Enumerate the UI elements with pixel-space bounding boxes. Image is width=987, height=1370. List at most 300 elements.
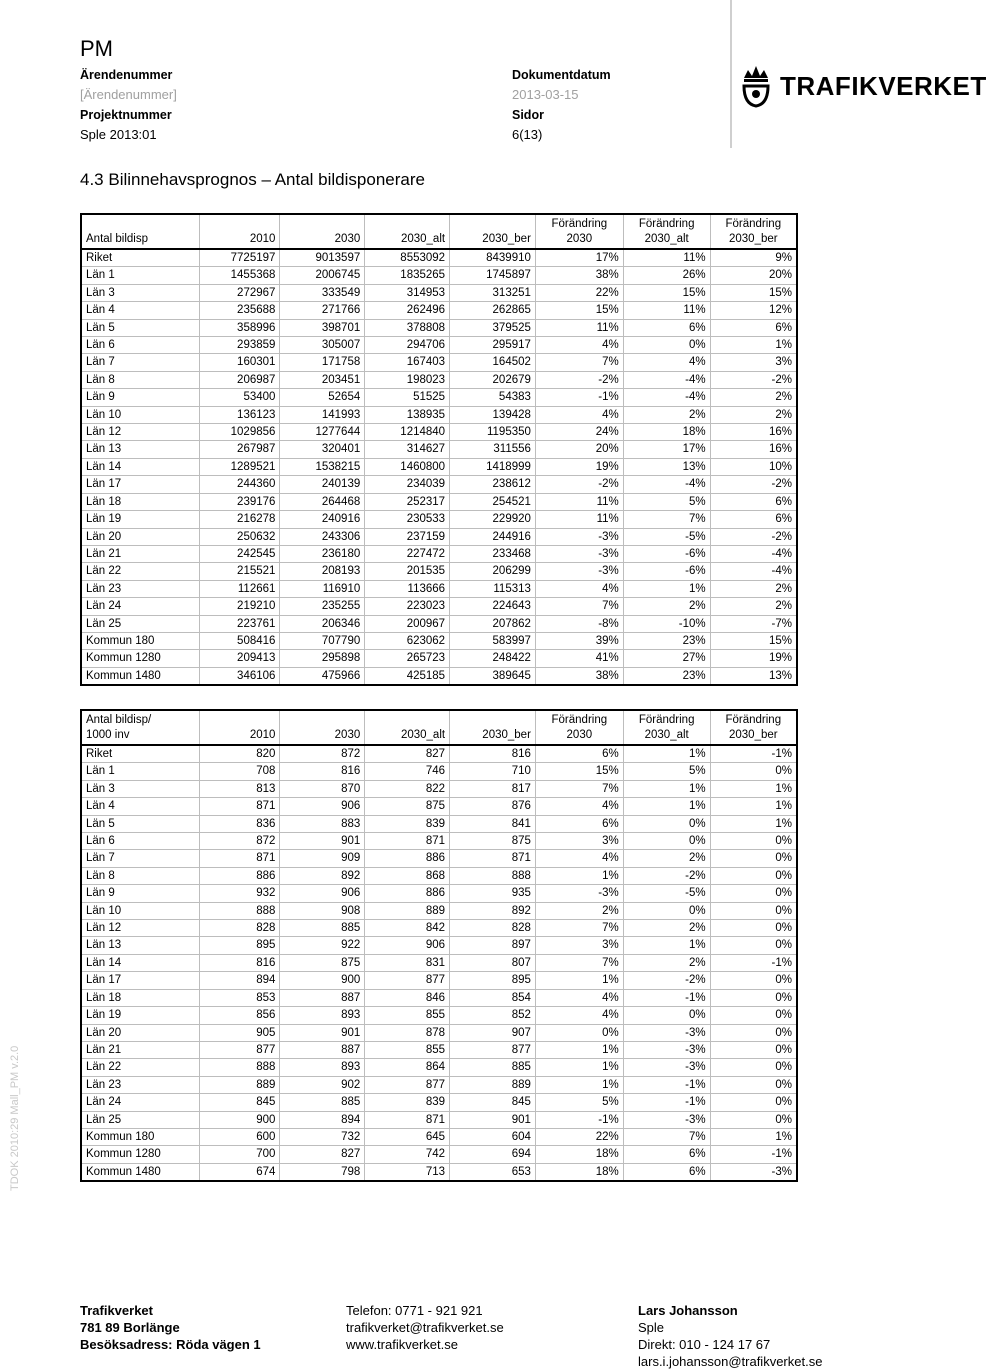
value-cell: 198023 (365, 371, 450, 388)
value-cell: 855 (365, 1007, 450, 1024)
row-label-cell: Län 10 (81, 406, 199, 423)
table-row (81, 493, 797, 510)
value-cell: 295898 (280, 650, 365, 667)
footer-contact-general (346, 1302, 504, 1353)
value-cell: 0% (623, 902, 710, 919)
value-cell: 7% (623, 511, 710, 528)
value-cell: 935 (450, 885, 536, 902)
value-cell: 2% (623, 850, 710, 867)
value-cell: 1% (535, 867, 623, 884)
value-cell: 264468 (280, 493, 365, 510)
value-cell: 816 (199, 954, 280, 971)
value-cell: 17% (623, 441, 710, 458)
value-cell: 17% (535, 249, 623, 267)
value-cell: 2% (623, 598, 710, 615)
value-cell: 1% (623, 745, 710, 763)
value-cell: 271766 (280, 302, 365, 319)
value-cell: 908 (280, 902, 365, 919)
value-cell: 700 (199, 1146, 280, 1163)
value-cell: 1277644 (280, 424, 365, 441)
value-cell: 0% (710, 989, 797, 1006)
value-cell: 1% (623, 580, 710, 597)
value-cell: 6% (710, 511, 797, 528)
value-cell: 828 (199, 920, 280, 937)
value-cell: 6% (623, 1163, 710, 1181)
value-cell: 895 (450, 972, 536, 989)
value-cell: 20% (710, 267, 797, 284)
value-cell: 15% (535, 302, 623, 319)
value-cell: 250632 (199, 528, 280, 545)
value-cell: 2006745 (280, 267, 365, 284)
value-cell: 320401 (280, 441, 365, 458)
crown-emblem-icon (740, 64, 772, 108)
table-row (81, 424, 797, 441)
value-cell: 15% (623, 284, 710, 301)
footer-contact-person (638, 1302, 822, 1370)
value-cell: 200967 (365, 615, 450, 632)
column-header-line: 2030_ber (728, 233, 778, 245)
value-cell: 710 (450, 763, 536, 780)
value-cell: 2% (710, 389, 797, 406)
value-cell: 7% (623, 1128, 710, 1145)
table-row (81, 867, 797, 884)
value-cell: 7% (535, 780, 623, 797)
value-cell: 845 (450, 1094, 536, 1111)
value-cell: 875 (365, 798, 450, 815)
value-cell: 897 (450, 937, 536, 954)
value-cell: 0% (710, 1076, 797, 1093)
value-cell: 0% (710, 763, 797, 780)
projekt-value: Sple 2013:01 (80, 127, 157, 142)
value-cell: 0% (623, 815, 710, 832)
value-cell: 4% (535, 406, 623, 423)
table-row (81, 545, 797, 562)
column-header-line: 2030 (334, 729, 361, 741)
row-label-cell: Län 14 (81, 954, 199, 971)
value-cell: 206346 (280, 615, 365, 632)
value-cell: 6% (710, 319, 797, 336)
value-cell: 8553092 (365, 249, 450, 267)
value-cell: 901 (280, 833, 365, 850)
value-cell: 7% (535, 920, 623, 937)
value-cell: 19% (535, 458, 623, 475)
value-cell: 22% (535, 284, 623, 301)
row-label-cell: Län 6 (81, 833, 199, 850)
value-cell: -1% (710, 1146, 797, 1163)
datum-label: Dokumentdatum (512, 68, 611, 82)
table-row (81, 563, 797, 580)
value-cell: 18% (535, 1163, 623, 1181)
value-cell: 10% (710, 458, 797, 475)
footer-contact-unit: Sple (638, 1320, 665, 1335)
value-cell: 0% (710, 920, 797, 937)
value-cell: 822 (365, 780, 450, 797)
table-row (81, 441, 797, 458)
value-cell: 886 (365, 850, 450, 867)
value-cell: 1% (535, 1041, 623, 1058)
row-label-cell: Kommun 1280 (81, 1146, 199, 1163)
value-cell: -3% (535, 563, 623, 580)
value-cell: 901 (280, 1024, 365, 1041)
table-row (81, 249, 797, 267)
footer-org (80, 1302, 261, 1353)
table-row (81, 1163, 797, 1181)
table-row (81, 1146, 797, 1163)
value-cell: 6% (535, 745, 623, 763)
row-label-cell: Län 5 (81, 815, 199, 832)
column-header-line: Förändring (551, 218, 608, 230)
value-cell: 0% (710, 1111, 797, 1128)
column-header (365, 214, 450, 249)
value-cell: 876 (450, 798, 536, 815)
value-cell: 845 (199, 1094, 280, 1111)
value-cell: 1195350 (450, 424, 536, 441)
table-row (81, 745, 797, 763)
value-cell: 0% (710, 972, 797, 989)
value-cell: 906 (280, 798, 365, 815)
value-cell: 1455368 (199, 267, 280, 284)
value-cell: 889 (450, 1076, 536, 1093)
arende-label: Ärendenummer (80, 68, 173, 82)
row-label-cell: Län 4 (81, 302, 199, 319)
value-cell: 209413 (199, 650, 280, 667)
table-row (81, 667, 797, 685)
value-cell: -2% (535, 476, 623, 493)
value-cell: 15% (535, 763, 623, 780)
row-label-cell: Län 13 (81, 937, 199, 954)
value-cell: 346106 (199, 667, 280, 685)
value-cell: 8439910 (450, 249, 536, 267)
table-row (81, 1041, 797, 1058)
table-row (81, 972, 797, 989)
value-cell: -6% (623, 563, 710, 580)
table-row (81, 885, 797, 902)
table-row (81, 458, 797, 475)
value-cell: 223023 (365, 598, 450, 615)
value-cell: -1% (710, 745, 797, 763)
value-cell: 12% (710, 302, 797, 319)
footer-web[interactable]: www.trafikverket.se (346, 1337, 458, 1352)
value-cell: 398701 (280, 319, 365, 336)
table-row (81, 511, 797, 528)
table-row (81, 650, 797, 667)
table-row (81, 1111, 797, 1128)
value-cell: -3% (535, 885, 623, 902)
value-cell: 16% (710, 424, 797, 441)
value-cell: 2% (710, 598, 797, 615)
table-row (81, 580, 797, 597)
value-cell: 842 (365, 920, 450, 937)
row-label-cell: Län 19 (81, 1007, 199, 1024)
value-cell: 877 (450, 1041, 536, 1058)
column-header-line: 2030_alt (644, 233, 689, 245)
value-cell: 6% (623, 1146, 710, 1163)
row-label-cell: Län 21 (81, 1041, 199, 1058)
template-version-text: TDOK 2010:29 Mall_PM v.2.0 (9, 1045, 21, 1191)
value-cell: 2% (710, 406, 797, 423)
column-header (81, 214, 199, 249)
value-cell: 892 (280, 867, 365, 884)
value-cell: 0% (710, 937, 797, 954)
column-header-line: 2030 (566, 233, 593, 245)
row-label-cell: Län 7 (81, 850, 199, 867)
value-cell: -8% (535, 615, 623, 632)
row-label-cell: Riket (81, 249, 199, 267)
value-cell: 902 (280, 1076, 365, 1093)
row-label-cell: Län 8 (81, 371, 199, 388)
value-cell: 872 (199, 833, 280, 850)
value-cell: 41% (535, 650, 623, 667)
value-cell: -4% (710, 545, 797, 562)
value-cell: -3% (623, 1111, 710, 1128)
value-cell: 0% (710, 1094, 797, 1111)
value-cell: -1% (623, 1094, 710, 1111)
row-label-cell: Län 7 (81, 354, 199, 371)
value-cell: 1418999 (450, 458, 536, 475)
column-header-line: 2030_ber (728, 729, 778, 741)
value-cell: 138935 (365, 406, 450, 423)
value-cell: 893 (280, 1007, 365, 1024)
value-cell: 4% (535, 798, 623, 815)
value-cell: 871 (365, 1111, 450, 1128)
row-label-cell: Län 13 (81, 441, 199, 458)
value-cell: 23% (623, 632, 710, 649)
value-cell: 11% (623, 249, 710, 267)
value-cell: 887 (280, 989, 365, 1006)
row-label-cell: Län 18 (81, 493, 199, 510)
value-cell: 852 (450, 1007, 536, 1024)
row-label-cell: Län 14 (81, 458, 199, 475)
column-header-line: 2030 (566, 729, 593, 741)
value-cell: 846 (365, 989, 450, 1006)
value-cell: 0% (710, 1024, 797, 1041)
value-cell: 877 (365, 972, 450, 989)
value-cell: 202679 (450, 371, 536, 388)
value-cell: 508416 (199, 632, 280, 649)
value-cell: 1% (710, 1128, 797, 1145)
value-cell: 7725197 (199, 249, 280, 267)
table-row (81, 902, 797, 919)
value-cell: 909 (280, 850, 365, 867)
row-label-cell: Län 19 (81, 511, 199, 528)
value-cell: 389645 (450, 667, 536, 685)
sidor-value: 6(13) (512, 127, 543, 142)
value-cell: 262496 (365, 302, 450, 319)
sidor-label: Sidor (512, 108, 544, 122)
value-cell: 886 (365, 885, 450, 902)
value-cell: -3% (623, 1041, 710, 1058)
value-cell: 901 (450, 1111, 536, 1128)
value-cell: 201535 (365, 563, 450, 580)
value-cell: 4% (623, 354, 710, 371)
value-cell: 223761 (199, 615, 280, 632)
projekt-label: Projektnummer (80, 108, 172, 122)
row-label-cell: Län 3 (81, 284, 199, 301)
value-cell: 235255 (280, 598, 365, 615)
value-cell: 645 (365, 1128, 450, 1145)
value-cell: 839 (365, 815, 450, 832)
value-cell: 820 (199, 745, 280, 763)
value-cell: 932 (199, 885, 280, 902)
column-header (450, 214, 536, 249)
value-cell: 171758 (280, 354, 365, 371)
row-label-cell: Kommun 180 (81, 1128, 199, 1145)
column-header-line: 2010 (249, 729, 276, 741)
column-header (280, 214, 365, 249)
value-cell: 871 (450, 850, 536, 867)
value-cell: 888 (450, 867, 536, 884)
value-cell: 1% (710, 798, 797, 815)
value-cell: 475966 (280, 667, 365, 685)
value-cell: 1% (535, 1076, 623, 1093)
value-cell: 883 (280, 815, 365, 832)
value-cell: 244360 (199, 476, 280, 493)
table-row (81, 389, 797, 406)
value-cell: 233468 (450, 545, 536, 562)
column-header (199, 710, 280, 745)
value-cell: 0% (710, 1041, 797, 1058)
value-cell: 1289521 (199, 458, 280, 475)
table-row (81, 1024, 797, 1041)
footer-email[interactable]: trafikverket@trafikverket.se (346, 1320, 504, 1335)
value-cell: 900 (199, 1111, 280, 1128)
value-cell: 3% (535, 833, 623, 850)
table-row (81, 763, 797, 780)
column-header (710, 214, 797, 249)
column-header-line: Antal bildisp/ (86, 714, 152, 726)
column-header (710, 710, 797, 745)
value-cell: 1538215 (280, 458, 365, 475)
value-cell: 0% (710, 1007, 797, 1024)
value-cell: 38% (535, 267, 623, 284)
row-label-cell: Län 22 (81, 1059, 199, 1076)
value-cell: 906 (280, 885, 365, 902)
value-cell: 889 (199, 1076, 280, 1093)
table-row (81, 267, 797, 284)
value-cell: 219210 (199, 598, 280, 615)
value-cell: 0% (710, 885, 797, 902)
value-cell: 0% (710, 1059, 797, 1076)
value-cell: 4% (535, 337, 623, 354)
value-cell: 262865 (450, 302, 536, 319)
row-label-cell: Län 24 (81, 1094, 199, 1111)
table-row (81, 815, 797, 832)
value-cell: 2% (623, 406, 710, 423)
value-cell: 906 (365, 937, 450, 954)
value-cell: 9013597 (280, 249, 365, 267)
document-type: PM (80, 36, 113, 61)
value-cell: 5% (535, 1094, 623, 1111)
value-cell: 707790 (280, 632, 365, 649)
bildisp-table (80, 213, 798, 686)
value-cell: 742 (365, 1146, 450, 1163)
value-cell: 2% (623, 954, 710, 971)
row-label-cell: Län 8 (81, 867, 199, 884)
value-cell: 3% (710, 354, 797, 371)
value-cell: -4% (623, 371, 710, 388)
value-cell: 732 (280, 1128, 365, 1145)
table-row (81, 371, 797, 388)
value-cell: 26% (623, 267, 710, 284)
value-cell: 1745897 (450, 267, 536, 284)
value-cell: 236180 (280, 545, 365, 562)
value-cell: 868 (365, 867, 450, 884)
row-label-cell: Län 5 (81, 319, 199, 336)
column-header (365, 710, 450, 745)
value-cell: 252317 (365, 493, 450, 510)
table-row (81, 850, 797, 867)
value-cell: 136123 (199, 406, 280, 423)
value-cell: 7% (535, 354, 623, 371)
value-cell: 240139 (280, 476, 365, 493)
table-row (81, 337, 797, 354)
value-cell: 23% (623, 667, 710, 685)
value-cell: 234039 (365, 476, 450, 493)
value-cell: 160301 (199, 354, 280, 371)
value-cell: 0% (623, 1007, 710, 1024)
column-header (199, 214, 280, 249)
footer-contact-email[interactable]: lars.i.johansson@trafikverket.se (638, 1354, 823, 1369)
column-header (623, 710, 710, 745)
value-cell: 9% (710, 249, 797, 267)
value-cell: 841 (450, 815, 536, 832)
value-cell: 878 (365, 1024, 450, 1041)
value-cell: 746 (365, 763, 450, 780)
value-cell: 3% (535, 937, 623, 954)
value-cell: 164502 (450, 354, 536, 371)
value-cell: 6% (623, 319, 710, 336)
value-cell: 875 (280, 954, 365, 971)
value-cell: 653 (450, 1163, 536, 1181)
column-header-line: 1000 inv (86, 729, 130, 741)
footer-org-name: Trafikverket (80, 1303, 153, 1318)
value-cell: 1214840 (365, 424, 450, 441)
value-cell: 7% (535, 954, 623, 971)
value-cell: 1% (710, 815, 797, 832)
value-cell: 4% (535, 850, 623, 867)
value-cell: -2% (623, 972, 710, 989)
row-label-cell: Län 3 (81, 780, 199, 797)
value-cell: 15% (710, 632, 797, 649)
row-label-cell: Län 18 (81, 989, 199, 1006)
table-row (81, 954, 797, 971)
value-cell: 2% (710, 580, 797, 597)
table-row (81, 920, 797, 937)
value-cell: 13% (623, 458, 710, 475)
column-header-line: Förändring (725, 218, 782, 230)
value-cell: 854 (450, 989, 536, 1006)
value-cell: -2% (535, 371, 623, 388)
value-cell: 229920 (450, 511, 536, 528)
value-cell: 889 (365, 902, 450, 919)
value-cell: 305007 (280, 337, 365, 354)
value-cell: 1% (710, 780, 797, 797)
value-cell: 18% (535, 1146, 623, 1163)
value-cell: 206987 (199, 371, 280, 388)
value-cell: 895 (199, 937, 280, 954)
section-title: 4.3 Bilinnehavsprognos – Antal bildisponerare (80, 170, 425, 189)
row-label-cell: Län 6 (81, 337, 199, 354)
value-cell: 378808 (365, 319, 450, 336)
value-cell: -5% (623, 885, 710, 902)
row-label-cell: Län 12 (81, 920, 199, 937)
footer-phone: Telefon: 0771 - 921 921 (346, 1303, 483, 1318)
value-cell: 333549 (280, 284, 365, 301)
value-cell: 1% (710, 337, 797, 354)
value-cell: 141993 (280, 406, 365, 423)
value-cell: 600 (199, 1128, 280, 1145)
value-cell: -4% (623, 476, 710, 493)
